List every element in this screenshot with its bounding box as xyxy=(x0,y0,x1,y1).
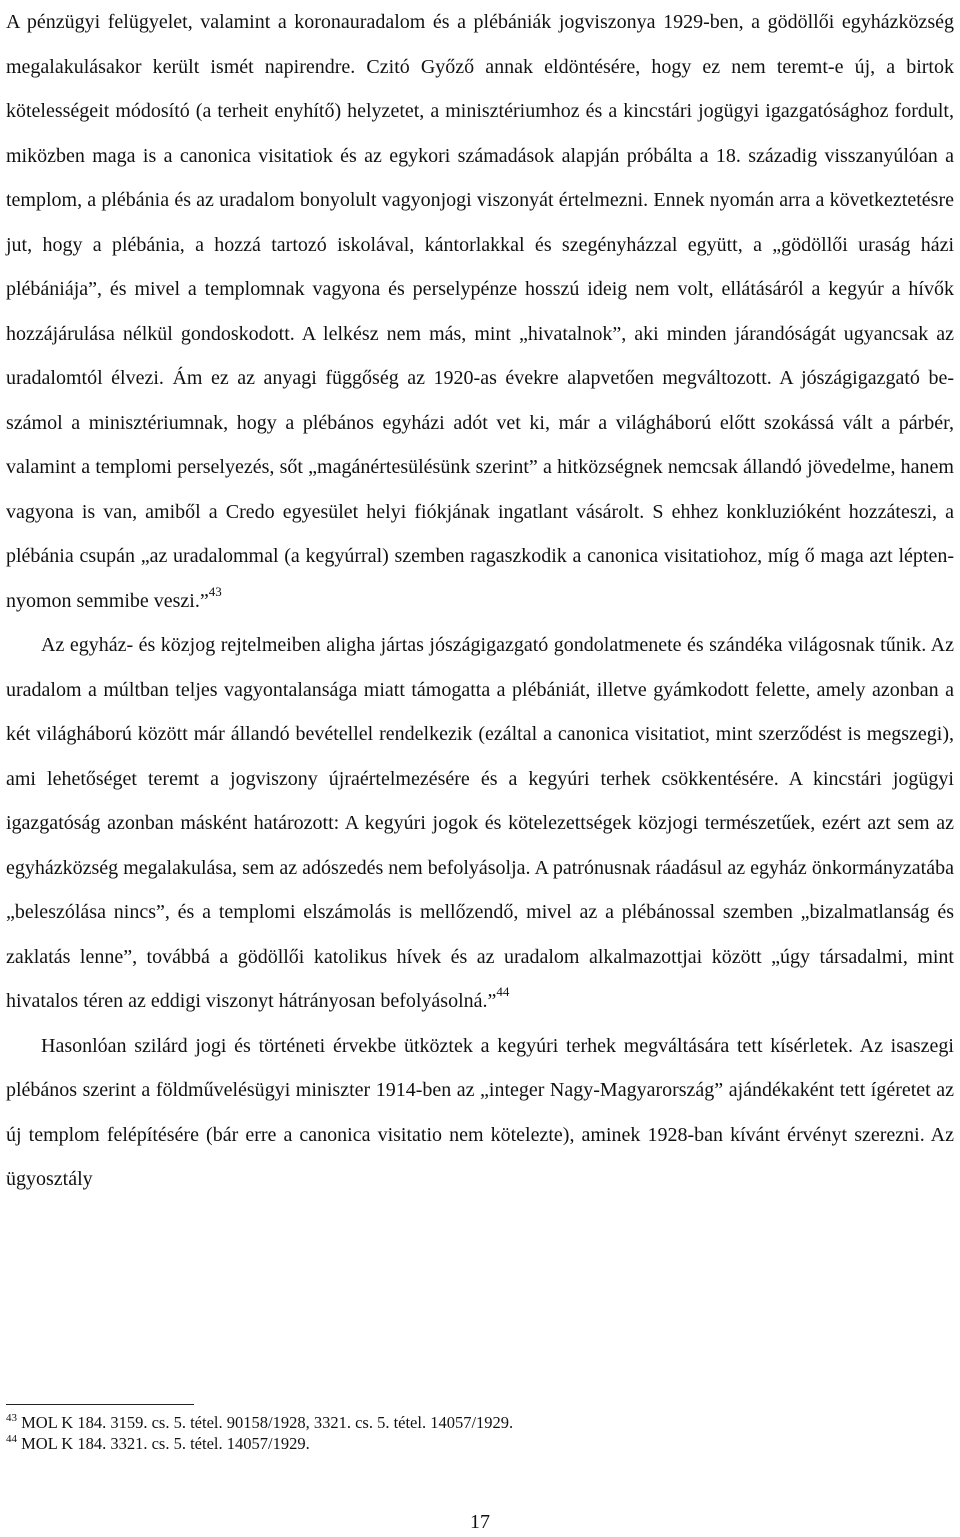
footnote-number: 44 xyxy=(6,1432,17,1445)
page-number: 17 xyxy=(470,1511,490,1533)
body-text xyxy=(6,0,954,1202)
footnote xyxy=(6,1433,946,1454)
paragraph-1 xyxy=(6,0,954,623)
paragraph-text: A pénzügyi felügyelet, valamint a koronauradalom és a plébániák jogviszonya 1929-ben, a gödöllői egyházközség megalakulásakor került ismét napirendre. Czitó Győző annak eldöntésére, hogy ez nem teremt-e új, a birtok kötelességeit módosító (a terheit enyhítő) helyzetet, a minisztériumhoz és a kincstári jogügyi igazgatósághoz fordult, miközben maga is a canonica visitatiok és az egykori számadások alapján próbálta a 18. századig visszanyúlóan a templom, a plébánia és az uradalom bonyolult vagyonjogi viszonyát értelmezni. Ennek nyomán arra a következtetésre jut, hogy a plébánia, a hozzá tartozó iskolával, kántorlakkal és szegényházzal együtt, a „gödöllői uraság házi plébániája”, és mivel a templomnak vagyona és perselypénze hosszú ideig nem volt, ellátásáról a kegyúr a hívők hozzájárulása nélkül gondoskodott. A lelkész nem más, mint „hivatalnok”, aki minden járandóságát ugyancsak az uradalomtól élvezi. Ám ez az anyagi függőség az 1920-as évekre alapvetően megváltozott. A jószágigazgató beszámol a minisztériumnak, hogy a plébános egyházi adót vet ki, már a világháború előtt szokássá vált a párbér, valamint a templomi perselyezés, sőt „magánértesülésünk szerint” a hitközségnek nemcsak állandó jövedelme, hanem vagyona is van, amiből a Credo egyesület helyi fiókjának ingatlant vásárolt. S ehhez konkluzióként hozzáteszi, a plébánia csupán „az uradalommal (a kegyúrral) szemben ragaszkodik a canonica visitatiohoz, míg ő maga azt léptennyomon semmibe veszi.” xyxy=(6,11,954,612)
footnote-text: MOL K 184. 3159. cs. 5. tétel. 90158/1928, 3321. cs. 5. tétel. 14057/1929. xyxy=(21,1413,514,1432)
footnote xyxy=(6,1412,946,1433)
footnote-text: MOL K 184. 3321. cs. 5. tétel. 14057/1929. xyxy=(21,1434,310,1453)
footnote-ref: 44 xyxy=(496,984,510,1000)
footnote-separator xyxy=(6,1404,194,1405)
paragraph-text: Hasonlóan szilárd jogi és történeti érvekbe ütköztek a kegyúri terhek megváltására tett kísérletek. Az isaszegi plébános szerint a földművelésügyi miniszter 1914-ben az „integer Nagy-Magyarország” ajándékaként tett ígéretet az új templom felépítésére (bár erre a canonica visitatio nem kötelezte), aminek 1928-ban kívánt érvényt szerezni. Az ügyosztály xyxy=(6,1034,954,1190)
footnote-number: 43 xyxy=(6,1411,17,1424)
paragraph-2 xyxy=(6,623,954,1024)
paragraph-3 xyxy=(6,1024,954,1202)
paragraph-text: Az egyház- és közjog rejtelmeiben aligha jártas jószágigazgató gondolatmenete és szándéka világosnak tűnik. Az uradalom a múltban teljes vagyontalansága miatt támogatta a plébániát, illetve gyámkodott felette, amely azonban a két világháború között már állandó bevétellel rendelkezik (ezáltal a canonica visitatiot, mint szerződést is megszegi), ami lehetőséget teremt a jogviszony újraértelmezésére és a kegyúri terhek csökkentésére. A kincstári jogügyi igazgatóság azonban másként határozott: A kegyúri jogok és kötelezettségek közjogi természetűek, ezért azt sem az egyházközség megalakulása, sem az adószedés nem befolyásolja. A patrónusnak ráadásul az egyház önkormányzatába „beleszólása nincs”, és a templomi elszámolás is mellőzendő, mivel az a plébánossal szemben „bizalmatlanság és zaklatás lenne”, továbbá a gödöllői katolikus hívek és az uradalom alkalmazottjai között „úgy társadalmi, mint hivatalos téren az eddigi viszonyt hátrányosan befolyásolná.” xyxy=(6,634,954,1012)
footnote-ref: 43 xyxy=(208,583,222,599)
footnotes xyxy=(6,1412,946,1454)
